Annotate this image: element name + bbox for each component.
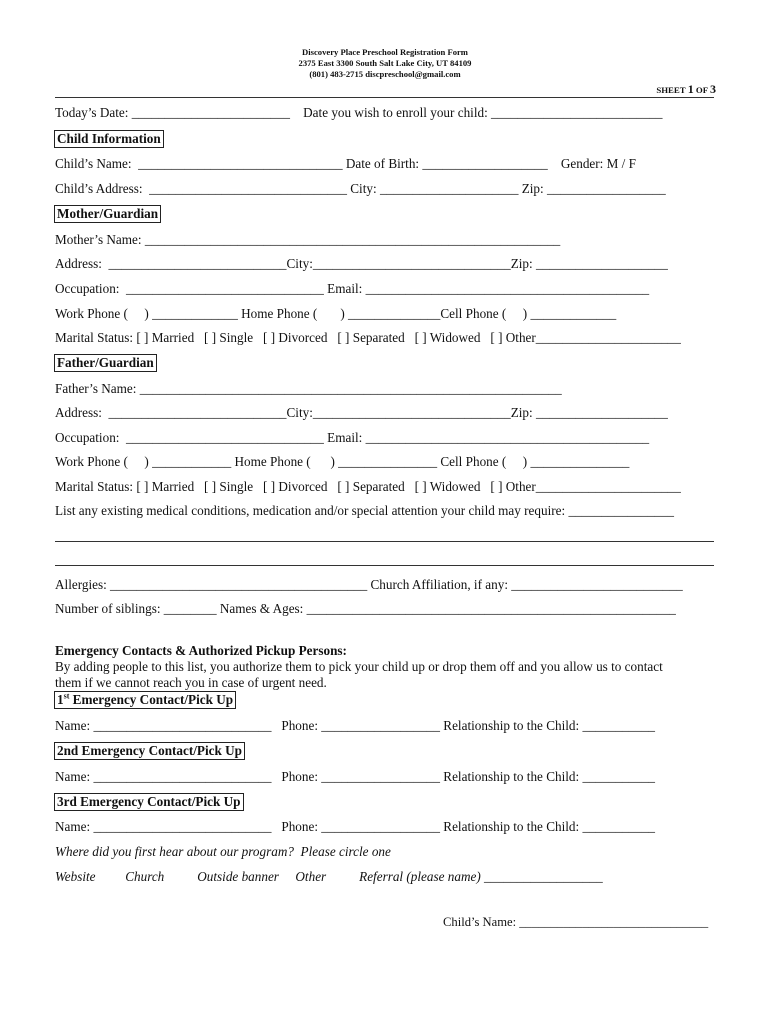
father-occupation-line[interactable]: Occupation: ______________________________ Email: ___________________________________________ — [55, 430, 650, 445]
section-emergency-contact-1 — [54, 691, 236, 709]
survey-options[interactable]: Website Church Outside banner Other Referral (please name) __________________ — [55, 869, 603, 884]
sheet-total: 3 — [710, 82, 716, 96]
medical-conditions-line[interactable]: List any existing medical conditions, medication and/or special attention your child may require: ________________ — [55, 503, 674, 518]
date-line[interactable]: Today’s Date: ________________________ Date you wish to enroll your child: __________________________ — [55, 105, 663, 120]
header-divider — [55, 97, 714, 98]
father-name-line[interactable]: Father’s Name: ________________________________________________________________ — [55, 381, 562, 396]
mother-name-line[interactable]: Mother’s Name: _______________________________________________________________ — [55, 232, 561, 247]
mother-address-line[interactable]: Address: ___________________________City:______________________________Zip: ____________________ — [55, 256, 668, 271]
section-emergency-contact-3: 3rd Emergency Contact/Pick Up — [54, 793, 244, 811]
father-address-line[interactable]: Address: ___________________________City:______________________________Zip: ____________________ — [55, 405, 668, 420]
mother-occupation-line[interactable]: Occupation: ______________________________ Email: ___________________________________________ — [55, 281, 650, 296]
emergency-description-1: By adding people to this list, you authorize them to pick your child up or drop them off and you allow us to contact — [55, 659, 663, 674]
contact1-line[interactable]: Name: ___________________________ Phone: __________________ Relationship to the Child: ___________ — [55, 718, 656, 733]
survey-question: Where did you first hear about our program? Please circle one — [55, 844, 391, 859]
sheet-number: 1 — [687, 82, 694, 96]
school-address: 2375 East 3300 South Salt Lake City, UT 84109 — [298, 58, 472, 68]
section-emergency-contact-2: 2nd Emergency Contact/Pick Up — [54, 742, 245, 760]
child-address-line[interactable]: Child’s Address: ______________________________ City: _____________________ Zip: __________________ — [55, 181, 666, 196]
contact1-suffix: st — [63, 691, 70, 701]
mother-phone-line[interactable]: Work Phone ( ) _____________ Home Phone ( ) ______________Cell Phone ( ) _____________ — [55, 306, 617, 321]
medical-blank-line-2[interactable] — [55, 565, 714, 566]
section-child-information: Child Information — [54, 130, 164, 148]
sheet-of: OF — [693, 85, 710, 95]
contact2-line[interactable]: Name: ___________________________ Phone: __________________ Relationship to the Child: ___________ — [55, 769, 656, 784]
medical-blank-line-1[interactable] — [55, 541, 714, 542]
section-father-guardian: Father/Guardian — [54, 354, 157, 372]
form-title: Discovery Place Preschool Registration Form — [302, 47, 468, 57]
father-marital-line[interactable]: Marital Status: [ ] Married [ ] Single [ ] Divorced [ ] Separated [ ] Widowed [ ] Other______________________ — [55, 479, 681, 494]
emergency-description-2: them if we cannot reach you in case of urgent need. — [55, 675, 327, 690]
contact3-line[interactable]: Name: ___________________________ Phone: __________________ Relationship to the Child: ___________ — [55, 819, 656, 834]
mother-marital-line[interactable]: Marital Status: [ ] Married [ ] Single [ ] Divorced [ ] Separated [ ] Widowed [ ] Other______________________ — [55, 330, 681, 345]
sheet-indicator — [656, 82, 716, 97]
contact1-number: 1 — [57, 692, 64, 707]
child-name-line[interactable]: Child’s Name: _______________________________ Date of Birth: ___________________ Gender: M / F — [55, 156, 636, 171]
footer-child-name-line[interactable]: Child’s Name: ______________________________ — [443, 915, 709, 929]
emergency-title: Emergency Contacts & Authorized Pickup Persons: — [55, 643, 347, 658]
sheet-prefix: SHEET — [656, 85, 688, 95]
siblings-line[interactable]: Number of siblings: ________ Names & Ages: ________________________________________________________ — [55, 601, 676, 616]
father-phone-line[interactable]: Work Phone ( ) ____________ Home Phone ( ) _______________ Cell Phone ( ) _______________ — [55, 454, 630, 469]
school-contact: (801) 483-2715 discpreschool@gmail.com — [309, 69, 461, 79]
contact1-label: Emergency Contact/Pick Up — [69, 692, 234, 707]
allergies-line[interactable]: Allergies: _______________________________________ Church Affiliation, if any: __________________________ — [55, 577, 683, 592]
section-mother-guardian: Mother/Guardian — [54, 205, 161, 223]
